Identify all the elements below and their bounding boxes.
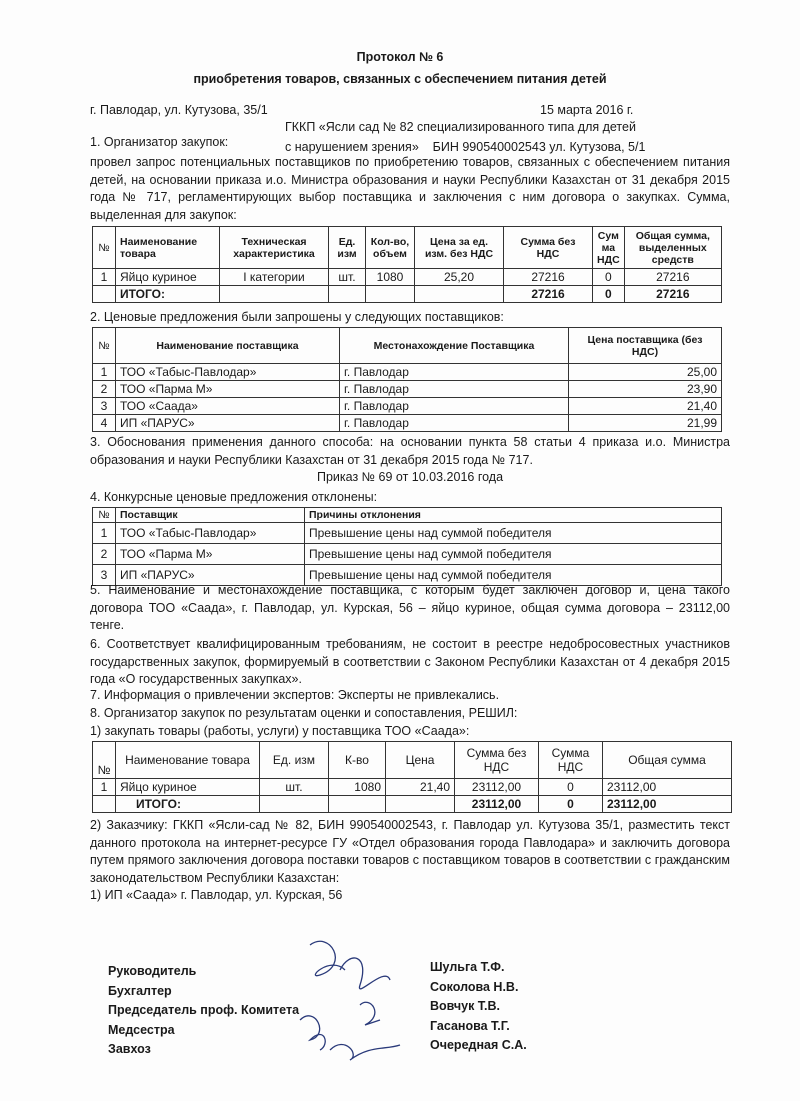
header-cell: Сумма без НДС	[455, 742, 539, 779]
cell: 1	[93, 523, 116, 544]
handwritten-signatures	[290, 925, 420, 1065]
section-2: 2. Ценовые предложения были запрошены у следующих поставщиков:	[90, 310, 504, 324]
cell: 2	[93, 381, 116, 398]
cell: ИП «ПАРУС»	[116, 415, 340, 432]
document-title: Протокол № 6	[356, 50, 444, 64]
header-cell: №	[93, 328, 116, 364]
total-sum: 27216	[504, 286, 593, 303]
cell: ТОО «Парма М»	[116, 381, 340, 398]
cell: 1	[93, 269, 116, 286]
cell: 3	[93, 565, 116, 586]
table-row	[93, 398, 722, 415]
header-cell: Цена поставщика (без НДС)	[569, 328, 722, 364]
cell: Превышение цены над суммой победителя	[305, 544, 722, 565]
total-row	[93, 796, 732, 813]
place: г. Павлодар, ул. Кутузова, 35/1	[90, 103, 268, 117]
header-cell: Техническая характеристика	[220, 227, 329, 269]
header-cell: Поставщик	[116, 508, 305, 523]
total-label: ИТОГО:	[116, 796, 260, 813]
cell: шт.	[329, 269, 366, 286]
purchase-table	[92, 741, 732, 813]
cell: 23112,00	[455, 779, 539, 796]
header-cell: Сум ма НДС	[593, 227, 625, 269]
header-cell: Наименование товара	[116, 742, 260, 779]
name: Вовчук Т.В.	[430, 999, 501, 1013]
cell: 4	[93, 415, 116, 432]
header-cell: №	[93, 508, 116, 523]
cell: 21,99	[569, 415, 722, 432]
cell: 27216	[504, 269, 593, 286]
header-cell: Местонахождение Поставщика	[340, 328, 569, 364]
cell: 23,90	[569, 381, 722, 398]
section-5: 5. Наименование и местонахождение поставщика, с которым будет заключен договор и, цена такого договора ТОО «Саада», г. Павлодар, ул. Курская, 56 – яйцо куриное, общая сумма договора – 23112,00 тенге.	[90, 583, 730, 632]
header-cell: Наименование товара	[116, 227, 220, 269]
cell: г. Павлодар	[340, 381, 569, 398]
signatory-roles	[108, 962, 299, 1060]
header-cell: №	[93, 742, 116, 779]
cell: 21,40	[386, 779, 455, 796]
rejected-table	[92, 507, 722, 586]
header-cell: Сумма без НДС	[504, 227, 593, 269]
cell: ТОО «Парма М»	[116, 544, 305, 565]
header-cell: Общая сумма	[603, 742, 732, 779]
cell: 2	[93, 544, 116, 565]
cell: I категории	[220, 269, 329, 286]
header-cell: Ед. изм	[260, 742, 329, 779]
section-8-3: 1) ИП «Саада» г. Павлодар, ул. Курская, 56	[90, 888, 343, 902]
total-overall: 23112,00	[603, 796, 732, 813]
role: Завхоз	[108, 1042, 151, 1056]
date: 15 марта 2016 г.	[540, 103, 634, 117]
section-8-2: 2) Заказчику: ГККП «Ясли-сад № 82, БИН 990540002543, г. Павлодар ул. Кутузова 35/1, разместить текст данного протокола на интернет-ресурсе ГУ «Отдел образования города Павлодара» и заключить договора путем прямого заключения договора поставки товаров с поставщиком товаров в соответствии с гражданским законодательством Республики Казахстан:	[90, 818, 730, 885]
order-reference: Приказ № 69 от 10.03.2016 года	[316, 470, 504, 484]
cell: Яйцо куриное	[116, 269, 220, 286]
role: Бухгалтер	[108, 983, 172, 998]
table-row	[93, 381, 722, 398]
total-overall: 27216	[624, 286, 721, 303]
table-row	[93, 544, 722, 565]
organizer-line1: ГККП «Ясли сад № 82 специализированного типа для детей	[285, 120, 636, 134]
cell: Превышение цены над суммой победителя	[305, 565, 722, 586]
header-cell: К-во	[329, 742, 386, 779]
table-row	[93, 364, 722, 381]
cell: 0	[539, 779, 603, 796]
cell: 1	[93, 364, 116, 381]
table-row	[93, 779, 732, 796]
name: Очередная С.А.	[430, 1038, 527, 1052]
cell: Яйцо куриное	[116, 779, 260, 796]
role: Пpедседатель проф. Комитета	[108, 1003, 300, 1017]
header-cell: Причины отклонения	[305, 508, 722, 523]
intro-paragraph: провел запрос потенциальных поставщиков по приобретению товаров, связанных с обеспечением питания детей, на основании приказа и.о. Министра образования и науки Республики Казахстан от 31 декабря 2015 года № 717, регламентирующих выбор поставщика и заключения с ним договора о закупках. Сумма, выделенная для закупок:	[90, 155, 730, 222]
table-row	[93, 523, 722, 544]
role: Руководитель	[108, 964, 197, 978]
total-vat: 0	[539, 796, 603, 813]
cell: ТОО «Табыс-Павлодар»	[116, 364, 340, 381]
cell: 1080	[366, 269, 415, 286]
allocation-table	[92, 226, 722, 303]
header-cell: Ед. изм	[329, 227, 366, 269]
cell: 23112,00	[603, 779, 732, 796]
header-cell: Цена	[386, 742, 455, 779]
section-4: 4. Конкурсные ценовые предложения отклонены:	[90, 490, 378, 504]
header-cell: №	[93, 227, 116, 269]
section-8-1: 1) закупать товары (работы, услуги) у поставщика ТОО «Саада»:	[90, 724, 470, 738]
cell: шт.	[260, 779, 329, 796]
suppliers-table	[92, 327, 722, 432]
header-cell: Цена за ед. изм. без НДС	[415, 227, 504, 269]
document-subtitle: приобретения товаров, связанных с обеспечением питания детей	[193, 72, 607, 86]
cell: 1080	[329, 779, 386, 796]
name: Гасанова Т.Г.	[430, 1018, 510, 1033]
cell: 3	[93, 398, 116, 415]
cell: г. Павлодар	[340, 415, 569, 432]
header-cell: Общая сумма, выделенных средств	[624, 227, 721, 269]
organizer-label: 1. Организатор закупок:	[90, 135, 229, 149]
cell: Превышение цены над суммой победителя	[305, 523, 722, 544]
total-vat: 0	[593, 286, 625, 303]
total-label: ИТОГО:	[116, 286, 220, 303]
cell: 0	[593, 269, 625, 286]
section-8: 8. Организатор закупок по результатам оценки и сопоставления, РЕШИЛ:	[90, 706, 518, 720]
cell: 1	[93, 779, 116, 796]
signatory-names	[430, 958, 527, 1056]
cell: ИП «ПАРУС»	[116, 565, 305, 586]
total-sum: 23112,00	[455, 796, 539, 813]
cell: ТОО «Саада»	[116, 398, 340, 415]
name: Соколова Н.В.	[430, 979, 519, 994]
header-cell: Наименование поставщика	[116, 328, 340, 364]
section-7: 7. Информация о привлечении экспертов: Эксперты не привлекались.	[90, 688, 500, 702]
header-cell: Сумма НДС	[539, 742, 603, 779]
cell: 27216	[624, 269, 721, 286]
table-row	[93, 269, 722, 286]
role: Медсестра	[108, 1022, 175, 1037]
cell: 25,00	[569, 364, 722, 381]
name: Шульга Т.Ф.	[430, 960, 505, 974]
cell: 25,20	[415, 269, 504, 286]
section-6: 6. Соответствует квалифицированным требованиям, не состоит в реестре недобросовестных участников государственных закупок, формируемый в соответствии с Законом Республики Казахстан от 4 декабря 2015 года «О государственных закупках».	[90, 637, 730, 686]
section-3: 3. Обоснования применения данного способа: на основании пункта 58 статьи 4 приказа и.о. Министра образования и науки Республики Казахстан от 31 декабря 2015 года № 717.	[90, 435, 730, 467]
cell: 21,40	[569, 398, 722, 415]
header-cell: Кол-во, объем	[366, 227, 415, 269]
total-row	[93, 286, 722, 303]
cell: г. Павлодар	[340, 364, 569, 381]
cell: ТОО «Табыс-Павлодар»	[116, 523, 305, 544]
table-row	[93, 415, 722, 432]
cell: г. Павлодар	[340, 398, 569, 415]
organizer-line2: с нарушением зрения» БИН 990540002543 ул. Кутузова, 5/1	[285, 140, 646, 154]
